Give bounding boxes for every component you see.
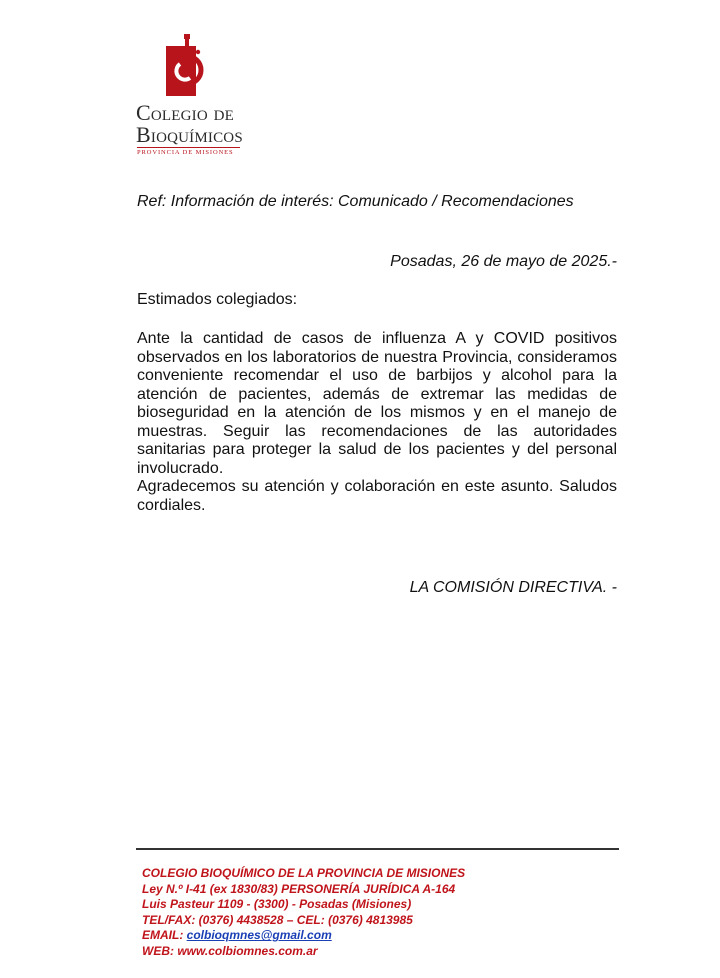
footer-email-link[interactable]: colbioqmnes@gmail.com (186, 928, 332, 943)
logo-title-line1: Colegio de (136, 100, 234, 125)
footer-phone: TEL/FAX: (0376) 4438528 – CEL: (0376) 4813985 (142, 912, 413, 927)
footer-address: Luis Pasteur 1109 - (3300) - Posadas (Misiones) (142, 897, 412, 912)
reference-line: Ref: Información de interés: Comunicado / Recomendaciones (137, 193, 574, 210)
letterhead-footer (142, 866, 465, 960)
letter-date: Posadas, 26 de mayo de 2025.- (390, 253, 617, 270)
logo-divider (137, 147, 240, 148)
letter-body (137, 330, 617, 515)
footer-email-row (142, 928, 465, 944)
body-paragraph: Agradecemos su atención y colaboración en este asunto. Saludos cordiales. (137, 478, 617, 514)
colegio-emblem-icon (166, 34, 210, 100)
footer-email-label: EMAIL: (142, 928, 187, 943)
logo (136, 34, 246, 160)
logo-subtitle: PROVINCIA DE MISIONES (137, 149, 234, 156)
footer-web[interactable]: WEB: www.colbiomnes.com.ar (142, 943, 318, 958)
logo-title-line2: Bioquímicos (136, 122, 243, 147)
footer-org: COLEGIO BIOQUÍMICO DE LA PROVINCIA DE MISIONES (142, 866, 466, 880)
body-paragraph: Ante la cantidad de casos de influenza A y COVID positivos observados en los laboratorios de nuestra Provincia, consideramos conveniente recomendar el uso de barbijos y alcohol para la atención de pacientes, además de extremar las medidas de bioseguridad en la atención de los mismos y en el manejo de muestras. Seguir las recomendaciones de las autoridades sanitarias para proteger la salud de los pacientes y del personal involucrado. (137, 330, 617, 477)
greeting: Estimados colegiados: (137, 291, 298, 308)
footer-divider (136, 848, 619, 850)
footer-law: Ley N.º I-41 (ex 1830/83) PERSONERÍA JURÍDICA A-164 (142, 881, 456, 896)
signature-line: LA COMISIÓN DIRECTIVA. - (409, 579, 617, 596)
